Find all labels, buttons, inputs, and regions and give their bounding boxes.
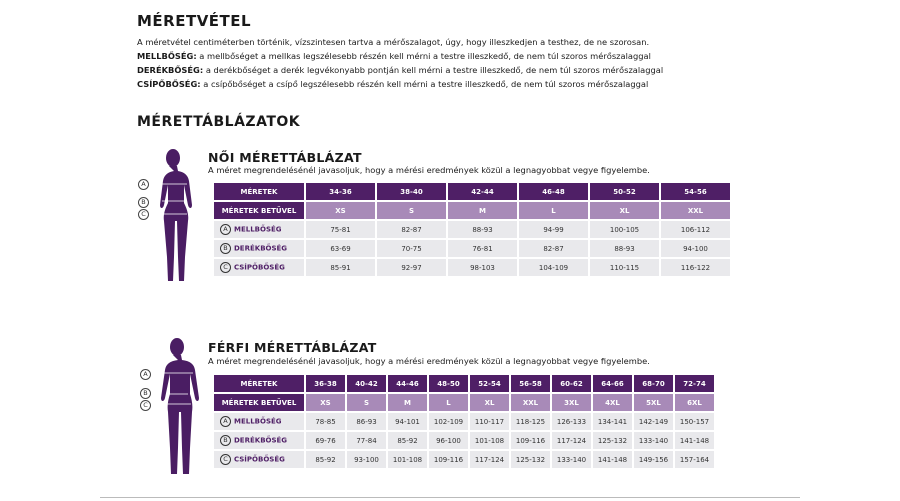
code-cell: S [377,200,446,219]
value-cell: 85-92 [306,449,345,468]
size-cell: 54-56 [661,183,730,200]
value-cell: 86-93 [347,411,386,430]
size-cell: 42-44 [448,183,517,200]
value-cell: 94-100 [661,238,730,257]
value-cell: 98-103 [448,257,517,276]
value-cell: 106-112 [661,219,730,238]
rule-waist: DERÉKBŐSÉG: a derékbőséget a derék legvékonyabb pontján kell mérni a testre illeszkedő, de nem túl szoros mérőszalaggal [137,65,664,75]
marker-b: B [140,388,151,399]
size-cell: 50-52 [590,183,659,200]
row-label: A MELLBŐSÉG [214,219,304,238]
women-table-title: NŐI MÉRETTÁBLÁZAT [208,150,362,165]
value-cell: 82-87 [519,238,588,257]
code-label: MÉRETEK BETŰVEL [214,200,304,219]
value-cell: 157-164 [675,449,714,468]
value-cell: 149-156 [634,449,673,468]
code-cell: 4XL [593,392,632,411]
code-cell: S [347,392,386,411]
value-cell: 102-109 [429,411,468,430]
intro-text: A méretvétel centiméterben történik, vízszintesen tartva a mérőszalagot, úgy, hogy illeszkedjen a testhez, de ne szorosan. [137,37,650,47]
marker-b: B [138,197,149,208]
table-row [214,219,730,238]
size-cell: 56-58 [511,375,550,392]
marker-c: C [140,400,151,411]
value-cell: 142-149 [634,411,673,430]
code-cell: 3XL [552,392,591,411]
value-cell: 141-148 [593,449,632,468]
men-table-note: A méret megrendelésénél javasoljuk, hogy a mérési eredmények közül a legnagyobbat vegye figyelembe. [208,356,650,366]
size-cell: 44-46 [388,375,427,392]
code-cell: L [429,392,468,411]
row-label: C CSÍPŐBŐSÉG [214,449,304,468]
value-cell: 116-122 [661,257,730,276]
value-cell: 117-124 [470,449,509,468]
value-cell: 125-132 [511,449,550,468]
row-label: B DERÉKBŐSÉG [214,238,304,257]
value-cell: 94-99 [519,219,588,238]
table-row [214,257,730,276]
code-cell: XS [306,392,345,411]
value-cell: 88-93 [448,219,517,238]
size-cell: 68-70 [634,375,673,392]
value-cell: 63-69 [306,238,375,257]
value-cell: 78-85 [306,411,345,430]
value-cell: 93-100 [347,449,386,468]
table-header-row [214,375,714,392]
code-cell: XS [306,200,375,219]
value-cell: 133-140 [552,449,591,468]
marker-b-icon: B [220,243,231,254]
code-cell: L [519,200,588,219]
female-silhouette-icon [148,146,198,296]
value-cell: 109-116 [429,449,468,468]
value-cell: 125-132 [593,430,632,449]
women-table-note: A méret megrendelésénél javasoljuk, hogy a mérési eredmények közül a legnagyobbat vegye figyelembe. [208,165,650,175]
code-cell: XXL [511,392,550,411]
size-cell: 48-50 [429,375,468,392]
code-cell: XXL [661,200,730,219]
tables-title: MÉRETTÁBLÁZATOK [137,114,301,130]
table-code-row [214,200,730,219]
value-cell: 117-124 [552,430,591,449]
marker-a-icon: A [220,224,231,235]
value-cell: 134-141 [593,411,632,430]
bottom-divider [100,497,800,498]
table-header-row [214,183,730,200]
code-cell: 5XL [634,392,673,411]
marker-a: A [138,179,149,190]
women-size-table [212,183,732,276]
row-label: B DERÉKBŐSÉG [214,430,304,449]
value-cell: 85-91 [306,257,375,276]
value-cell: 141-148 [675,430,714,449]
size-cell: 36-38 [306,375,345,392]
size-cell: 64-66 [593,375,632,392]
header-label: MÉRETEK [214,375,304,392]
value-cell: 110-115 [590,257,659,276]
value-cell: 94-101 [388,411,427,430]
value-cell: 76-81 [448,238,517,257]
row-label: C CSÍPŐBŐSÉG [214,257,304,276]
table-row [214,238,730,257]
marker-c-icon: C [220,454,231,465]
value-cell: 109-116 [511,430,550,449]
men-size-table [212,375,716,468]
value-cell: 101-108 [470,430,509,449]
value-cell: 101-108 [388,449,427,468]
marker-c: C [138,209,149,220]
value-cell: 133-140 [634,430,673,449]
rule-chest: MELLBŐSÉG: a mellbőséget a mellkas legszélesebb részén kell mérni a testre illeszkedő, de nem túl szoros mérőszalaggal [137,51,651,61]
value-cell: 77-84 [347,430,386,449]
table-code-row [214,392,714,411]
measurement-intro [137,35,663,91]
value-cell: 92-97 [377,257,446,276]
size-cell: 52-54 [470,375,509,392]
measurement-title: MÉRETVÉTEL [137,12,252,30]
row-label: A MELLBŐSÉG [214,411,304,430]
size-cell: 72-74 [675,375,714,392]
header-label: MÉRETEK [214,183,304,200]
value-cell: 70-75 [377,238,446,257]
value-cell: 75-81 [306,219,375,238]
value-cell: 96-100 [429,430,468,449]
size-cell: 46-48 [519,183,588,200]
value-cell: 100-105 [590,219,659,238]
value-cell: 118-125 [511,411,550,430]
code-label: MÉRETEK BETŰVEL [214,392,304,411]
code-cell: M [388,392,427,411]
value-cell: 150-157 [675,411,714,430]
marker-c-icon: C [220,262,231,273]
table-row [214,411,714,430]
value-cell: 126-133 [552,411,591,430]
value-cell: 69-76 [306,430,345,449]
size-cell: 40-42 [347,375,386,392]
table-row [214,449,714,468]
size-cell: 34-36 [306,183,375,200]
marker-a: A [140,369,151,380]
size-cell: 38-40 [377,183,446,200]
size-cell: 60-62 [552,375,591,392]
value-cell: 104-109 [519,257,588,276]
code-cell: 6XL [675,392,714,411]
code-cell: XL [470,392,509,411]
marker-b-icon: B [220,435,231,446]
value-cell: 82-87 [377,219,446,238]
rule-hip: CSÍPŐBŐSÉG: a csípőbőséget a csípő legszélesebb részén kell mérni a testre illeszkedő, de nem túl szoros mérőszalaggal [137,79,649,89]
value-cell: 110-117 [470,411,509,430]
table-row [214,430,714,449]
male-silhouette-icon [148,336,206,486]
men-table-title: FÉRFI MÉRETTÁBLÁZAT [208,340,377,355]
marker-a-icon: A [220,416,231,427]
code-cell: XL [590,200,659,219]
code-cell: M [448,200,517,219]
value-cell: 88-93 [590,238,659,257]
value-cell: 85-92 [388,430,427,449]
